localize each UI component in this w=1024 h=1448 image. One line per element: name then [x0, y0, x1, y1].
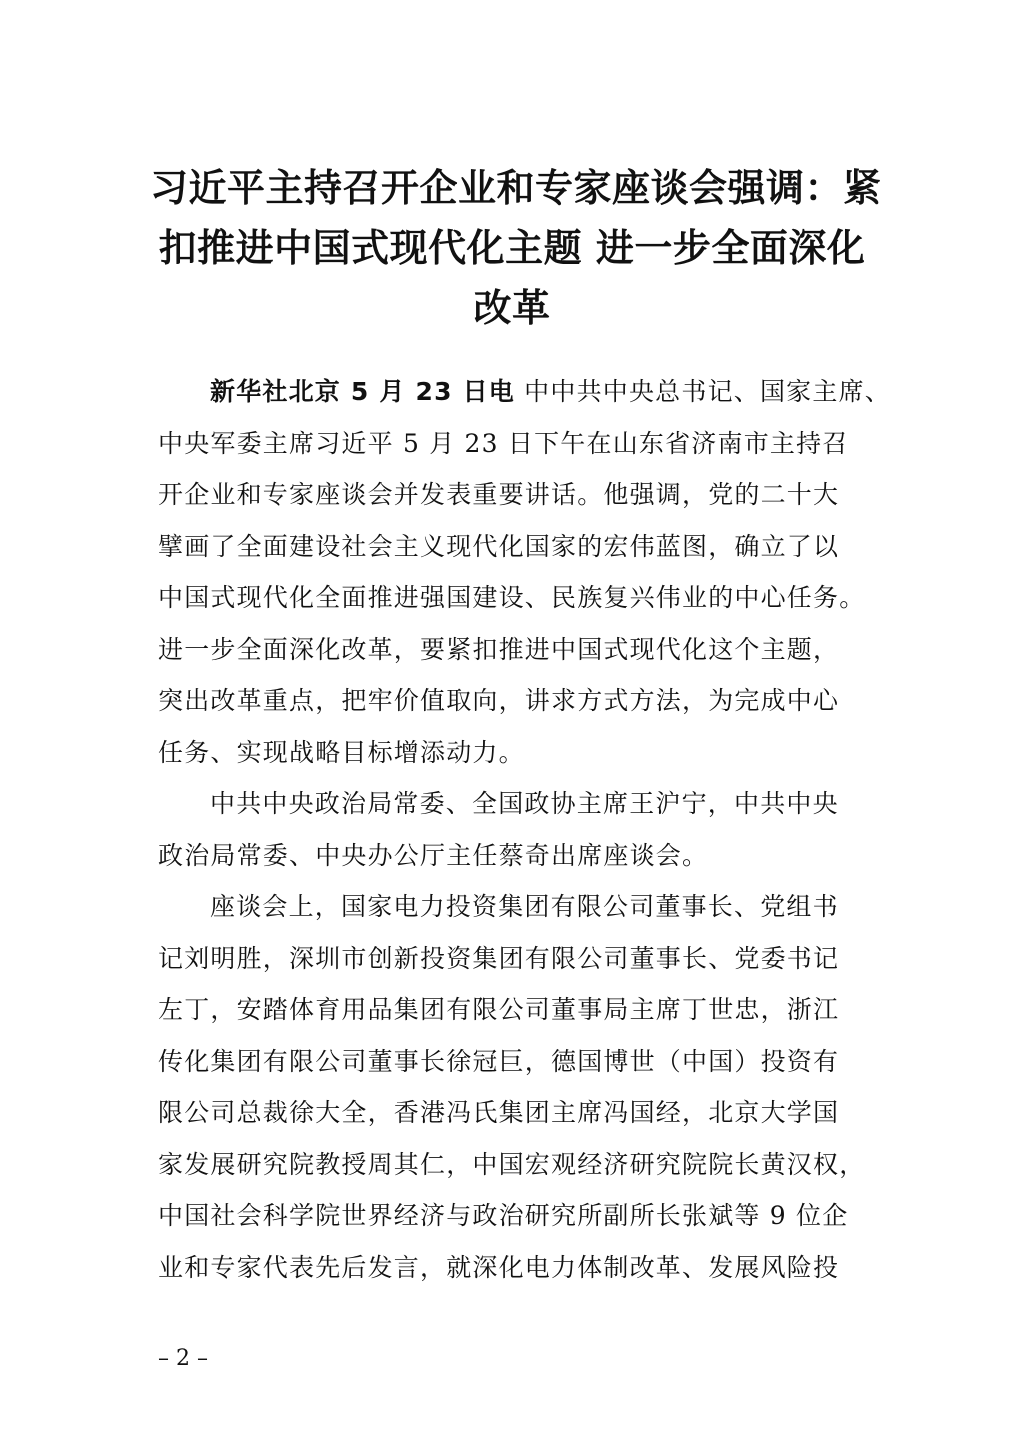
paragraph-line: 任务、实现战略目标增添动力。 [158, 737, 525, 767]
paragraph-line [158, 366, 891, 418]
paragraph-line: 业和专家代表先后发言，就深化电力体制改革、发展风险投 [158, 1252, 840, 1282]
page-number: – 2 – [158, 1346, 208, 1371]
paragraph-line: 开企业和专家座谈会并发表重要讲话。他强调，党的二十大 [158, 480, 840, 509]
dateline: 新华社北京 5 月 23 日电 [210, 377, 516, 406]
title-line: 扣推进中国式现代化主题 进一步全面深化 [158, 226, 866, 270]
paragraph-line: 中国式现代化全面推进强国建设、民族复兴伟业的中心任务。 [158, 583, 866, 612]
article-title [150, 158, 882, 338]
title-line: 改革 [473, 286, 551, 330]
article-body [158, 366, 891, 1293]
paragraph-line: 家发展研究院教授周其仁，中国宏观经济研究院院长黄汉权， [158, 1149, 866, 1179]
paragraph-line: 中国社会科学院世界经济与政治研究所副所长张斌等 9 位企 [158, 1201, 849, 1230]
paragraph-line: 进一步全面深化改革，要紧扣推进中国式现代化这个主题， [158, 634, 840, 664]
paragraph-line: 限公司总裁徐大全，香港冯氏集团主席冯国经，北京大学国 [158, 1098, 840, 1127]
paragraph-line: 政治局常委、中央办公厅主任蔡奇出席座谈会。 [158, 840, 709, 870]
paragraph-line: 记刘明胜，深圳市创新投资集团有限公司董事长、党委书记 [158, 943, 840, 973]
paragraph-text: 中中共中央总书记、国家主席、 [515, 377, 891, 406]
paragraph-line: 左丁，安踏体育用品集团有限公司董事局主席丁世忠，浙江 [158, 995, 840, 1024]
paragraph-line: 座谈会上，国家电力投资集团有限公司董事长、党组书 [210, 892, 839, 921]
paragraph-line: 突出改革重点，把牢价值取向，讲求方式方法，为完成中心 [158, 686, 840, 715]
paragraph-line: 传化集团有限公司董事长徐冠巨，德国博世（中国）投资有 [158, 1046, 840, 1076]
paragraph-line: 擘画了全面建设社会主义现代化国家的宏伟蓝图，确立了以 [158, 531, 840, 561]
paragraph-line: 中共中央政治局常委、全国政协主席王沪宁，中共中央 [210, 789, 839, 818]
paragraph-line: 中央军委主席习近平 5 月 23 日下午在山东省济南市主持召 [158, 428, 849, 458]
title-line: 习近平主持召开企业和专家座谈会强调：紧 [150, 166, 882, 210]
